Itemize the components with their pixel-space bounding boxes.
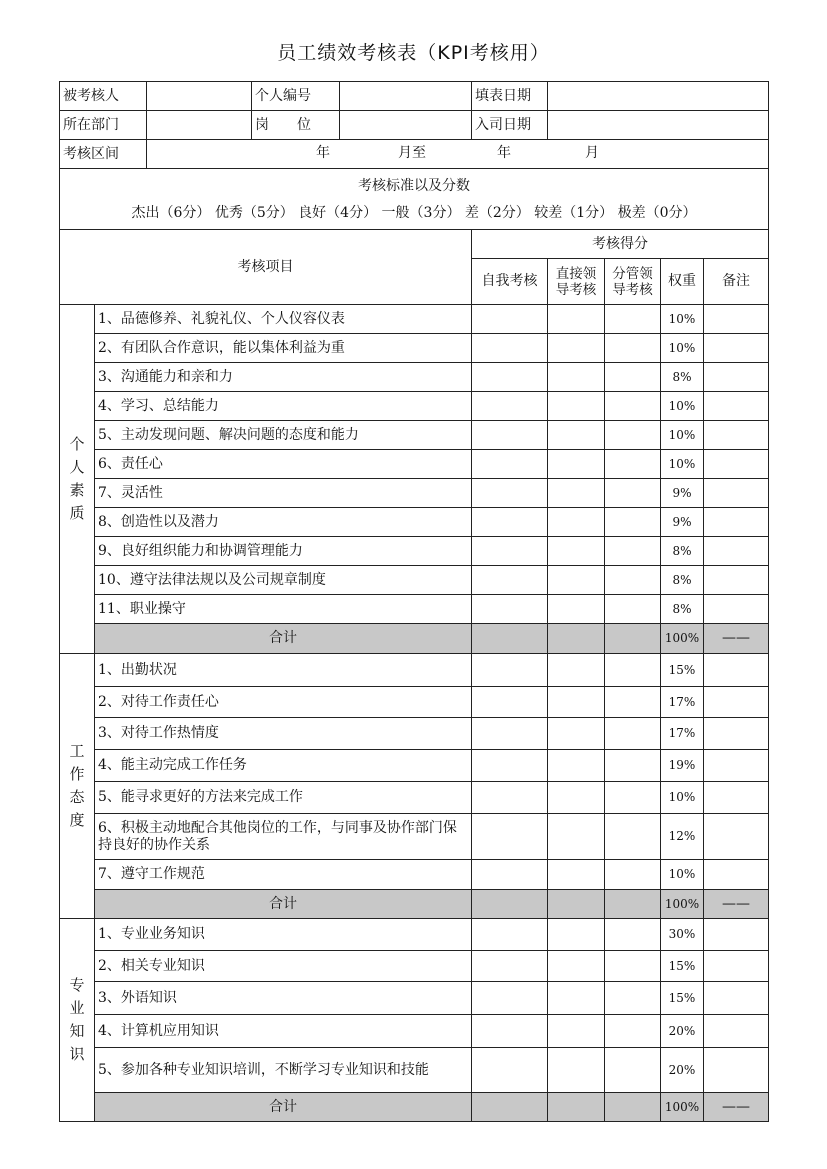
- item-text: 1、出勤状况: [95, 654, 472, 687]
- table-row: [60, 334, 769, 363]
- position-label: 岗 位: [252, 111, 340, 140]
- self-score-cell[interactable]: [472, 566, 548, 595]
- item-text: 5、能寻求更好的方法来完成工作: [95, 782, 472, 814]
- kpi-table: [59, 81, 769, 1122]
- direct-score-cell[interactable]: [548, 566, 605, 595]
- note-cell[interactable]: [704, 718, 769, 750]
- standard-scale: 杰出（6分） 优秀（5分） 良好（4分） 一般（3分） 差（2分） 较差（1分） 极差（0分）: [131, 205, 697, 221]
- total-weight: 100%: [661, 624, 704, 654]
- note-cell[interactable]: [704, 392, 769, 421]
- item-text: 4、能主动完成工作任务: [95, 750, 472, 782]
- weight-cell: 20%: [661, 1048, 704, 1093]
- note-cell[interactable]: [704, 1048, 769, 1093]
- table-row: [60, 1015, 769, 1048]
- manager-score-cell[interactable]: [605, 1015, 661, 1048]
- note-header: 备注: [704, 259, 769, 305]
- item-text: 6、责任心: [95, 450, 472, 479]
- self-score-cell[interactable]: [472, 305, 548, 334]
- manager-score-cell[interactable]: [605, 334, 661, 363]
- note-cell[interactable]: [704, 566, 769, 595]
- direct-score-cell[interactable]: [548, 363, 605, 392]
- self-score-cell[interactable]: [472, 814, 548, 860]
- period-year2: 年: [497, 145, 511, 161]
- manager-score-cell[interactable]: [605, 951, 661, 982]
- table-row: [60, 982, 769, 1015]
- self-score-cell[interactable]: [472, 363, 548, 392]
- manager-score-cell[interactable]: [605, 566, 661, 595]
- total-weight: 100%: [661, 890, 704, 919]
- table-row: [60, 537, 769, 566]
- weight-cell: 17%: [661, 687, 704, 718]
- manager-score-cell[interactable]: [605, 450, 661, 479]
- period-month-to: 月至: [398, 145, 426, 161]
- manager-score-cell[interactable]: [605, 421, 661, 450]
- note-cell[interactable]: [704, 687, 769, 718]
- direct-score-cell[interactable]: [548, 392, 605, 421]
- item-text: 4、计算机应用知识: [95, 1015, 472, 1048]
- manager-score-cell[interactable]: [605, 718, 661, 750]
- note-cell[interactable]: [704, 919, 769, 951]
- table-row: [60, 782, 769, 814]
- weight-cell: 15%: [661, 654, 704, 687]
- reviewee-field[interactable]: [147, 82, 252, 111]
- note-cell[interactable]: [704, 951, 769, 982]
- join-date-field[interactable]: [548, 111, 769, 140]
- manager-score-cell[interactable]: [605, 750, 661, 782]
- weight-cell: 15%: [661, 982, 704, 1015]
- manager-score-cell[interactable]: [605, 654, 661, 687]
- score-header: 考核得分: [472, 230, 769, 259]
- note-cell[interactable]: [704, 654, 769, 687]
- self-score-cell[interactable]: [472, 334, 548, 363]
- manager-score-cell[interactable]: [605, 1048, 661, 1093]
- item-text: 1、品德修养、礼貌礼仪、个人仪容仪表: [95, 305, 472, 334]
- self-score-cell[interactable]: [472, 392, 548, 421]
- weight-cell: 9%: [661, 479, 704, 508]
- total-direct-cell[interactable]: [548, 624, 605, 654]
- manager-score-cell[interactable]: [605, 392, 661, 421]
- item-text: 2、相关专业知识: [95, 951, 472, 982]
- section-label-attitude: 工作态度: [60, 654, 95, 919]
- direct-score-cell[interactable]: [548, 982, 605, 1015]
- item-text: 7、灵活性: [95, 479, 472, 508]
- manager-score-cell[interactable]: [605, 982, 661, 1015]
- note-cell[interactable]: [704, 508, 769, 537]
- manager-score-cell[interactable]: [605, 860, 661, 890]
- weight-cell: 8%: [661, 537, 704, 566]
- self-score-cell[interactable]: [472, 718, 548, 750]
- self-score-cell[interactable]: [472, 919, 548, 951]
- direct-score-cell[interactable]: [548, 814, 605, 860]
- self-score-cell[interactable]: [472, 1015, 548, 1048]
- section-label-knowledge: 专业知识: [60, 919, 95, 1122]
- manager-score-cell[interactable]: [605, 363, 661, 392]
- total-self-cell[interactable]: [472, 1093, 548, 1122]
- table-row: [60, 687, 769, 718]
- self-score-cell[interactable]: [472, 450, 548, 479]
- fill-date-label: 填表日期: [472, 82, 548, 111]
- direct-score-cell[interactable]: [548, 508, 605, 537]
- note-cell[interactable]: [704, 363, 769, 392]
- direct-score-cell[interactable]: [548, 750, 605, 782]
- item-text: 5、主动发现问题、解决问题的态度和能力: [95, 421, 472, 450]
- manager-score-cell[interactable]: [605, 595, 661, 624]
- item-text: 6、积极主动地配合其他岗位的工作，与同事及协作部门保持良好的协作关系: [95, 814, 472, 860]
- item-text: 9、良好组织能力和协调管理能力: [95, 537, 472, 566]
- note-cell[interactable]: [704, 537, 769, 566]
- self-score-cell[interactable]: [472, 1048, 548, 1093]
- self-score-cell[interactable]: [472, 421, 548, 450]
- total-manager-cell[interactable]: [605, 1093, 661, 1122]
- total-manager-cell[interactable]: [605, 624, 661, 654]
- self-score-cell[interactable]: [472, 860, 548, 890]
- weight-cell: 8%: [661, 595, 704, 624]
- table-row: [60, 919, 769, 951]
- weight-cell: 20%: [661, 1015, 704, 1048]
- department-field[interactable]: [147, 111, 252, 140]
- weight-cell: 10%: [661, 421, 704, 450]
- direct-score-cell[interactable]: [548, 537, 605, 566]
- total-weight: 100%: [661, 1093, 704, 1122]
- weight-cell: 19%: [661, 750, 704, 782]
- table-row: [60, 421, 769, 450]
- weight-cell: 10%: [661, 392, 704, 421]
- table-row: [60, 814, 769, 860]
- item-text: 2、有团队合作意识，能以集体利益为重: [95, 334, 472, 363]
- table-row: [60, 951, 769, 982]
- position-field[interactable]: [340, 111, 472, 140]
- total-row: [60, 890, 769, 919]
- department-label: 所在部门: [60, 111, 147, 140]
- self-review-header: 自我考核: [472, 259, 548, 305]
- self-score-cell[interactable]: [472, 654, 548, 687]
- item-text: 2、对待工作责任心: [95, 687, 472, 718]
- note-cell[interactable]: [704, 782, 769, 814]
- note-cell[interactable]: [704, 421, 769, 450]
- self-score-cell[interactable]: [472, 982, 548, 1015]
- item-text: 10、遵守法律法规以及公司规章制度: [95, 566, 472, 595]
- table-row: [60, 508, 769, 537]
- note-cell[interactable]: [704, 305, 769, 334]
- weight-cell: 12%: [661, 814, 704, 860]
- weight-cell: 8%: [661, 363, 704, 392]
- fill-date-field[interactable]: [548, 82, 769, 111]
- period-month2: 月: [585, 145, 599, 161]
- total-direct-cell[interactable]: [548, 1093, 605, 1122]
- weight-cell: 15%: [661, 951, 704, 982]
- direct-score-cell[interactable]: [548, 860, 605, 890]
- item-text: 4、学习、总结能力: [95, 392, 472, 421]
- weight-cell: 10%: [661, 860, 704, 890]
- manager-score-cell[interactable]: [605, 919, 661, 951]
- join-date-label: 入司日期: [472, 111, 548, 140]
- total-row: [60, 624, 769, 654]
- employee-no-label: 个人编号: [252, 82, 340, 111]
- direct-score-cell[interactable]: [548, 782, 605, 814]
- note-cell[interactable]: [704, 1015, 769, 1048]
- manager-score-cell[interactable]: [605, 782, 661, 814]
- self-score-cell[interactable]: [472, 537, 548, 566]
- total-label: 合计: [95, 624, 472, 654]
- weight-cell: 10%: [661, 334, 704, 363]
- table-row: [60, 1048, 769, 1093]
- note-cell[interactable]: [704, 595, 769, 624]
- direct-score-cell[interactable]: [548, 334, 605, 363]
- self-score-cell[interactable]: [472, 782, 548, 814]
- period-label: 考核区间: [60, 140, 147, 169]
- item-text: 11、职业操守: [95, 595, 472, 624]
- manager-score-cell[interactable]: [605, 814, 661, 860]
- total-note: ——: [704, 890, 769, 919]
- employee-no-field[interactable]: [340, 82, 472, 111]
- table-row: [60, 860, 769, 890]
- direct-score-cell[interactable]: [548, 479, 605, 508]
- table-row: [60, 363, 769, 392]
- weight-header: 权重: [661, 259, 704, 305]
- item-text: 7、遵守工作规范: [95, 860, 472, 890]
- direct-score-cell[interactable]: [548, 951, 605, 982]
- item-header: 考核项目: [60, 230, 472, 305]
- table-row: [60, 595, 769, 624]
- item-text: 3、沟通能力和亲和力: [95, 363, 472, 392]
- table-row: [60, 654, 769, 687]
- weight-cell: 10%: [661, 305, 704, 334]
- item-text: 5、参加各种专业知识培训，不断学习专业知识和技能: [95, 1048, 472, 1093]
- manager-score-cell[interactable]: [605, 479, 661, 508]
- self-score-cell[interactable]: [472, 687, 548, 718]
- total-row: [60, 1093, 769, 1122]
- direct-score-cell[interactable]: [548, 421, 605, 450]
- manager-score-cell[interactable]: [605, 508, 661, 537]
- note-cell[interactable]: [704, 334, 769, 363]
- table-row: [60, 566, 769, 595]
- table-row: [60, 305, 769, 334]
- weight-cell: 8%: [661, 566, 704, 595]
- table-row: [60, 450, 769, 479]
- direct-score-cell[interactable]: [548, 1015, 605, 1048]
- direct-score-cell[interactable]: [548, 305, 605, 334]
- note-cell[interactable]: [704, 860, 769, 890]
- total-note: ——: [704, 1093, 769, 1122]
- direct-score-cell[interactable]: [548, 654, 605, 687]
- total-self-cell[interactable]: [472, 890, 548, 919]
- section-label-personal: 个人素质: [60, 305, 95, 654]
- direct-score-cell[interactable]: [548, 450, 605, 479]
- weight-cell: 10%: [661, 782, 704, 814]
- self-score-cell[interactable]: [472, 508, 548, 537]
- total-note: ——: [704, 624, 769, 654]
- total-direct-cell[interactable]: [548, 890, 605, 919]
- total-self-cell[interactable]: [472, 624, 548, 654]
- weight-cell: 10%: [661, 450, 704, 479]
- manager-leader-header: 分管领导考核: [605, 259, 661, 305]
- page-title: 员工绩效考核表（KPI考核用）: [277, 42, 550, 64]
- item-text: 1、专业业务知识: [95, 919, 472, 951]
- manager-score-cell[interactable]: [605, 305, 661, 334]
- table-row: [60, 718, 769, 750]
- table-row: [60, 479, 769, 508]
- note-cell[interactable]: [704, 982, 769, 1015]
- item-text: 3、对待工作热情度: [95, 718, 472, 750]
- total-label: 合计: [95, 1093, 472, 1122]
- reviewee-label: 被考核人: [60, 82, 147, 111]
- weight-cell: 17%: [661, 718, 704, 750]
- total-label: 合计: [95, 890, 472, 919]
- table-row: [60, 392, 769, 421]
- direct-leader-header: 直接领导考核: [548, 259, 605, 305]
- weight-cell: 30%: [661, 919, 704, 951]
- self-score-cell[interactable]: [472, 750, 548, 782]
- item-text: 8、创造性以及潜力: [95, 508, 472, 537]
- period-field[interactable]: [147, 140, 769, 169]
- direct-score-cell[interactable]: [548, 595, 605, 624]
- self-score-cell[interactable]: [472, 951, 548, 982]
- direct-score-cell[interactable]: [548, 718, 605, 750]
- direct-score-cell[interactable]: [548, 919, 605, 951]
- total-manager-cell[interactable]: [605, 890, 661, 919]
- self-score-cell[interactable]: [472, 595, 548, 624]
- direct-score-cell[interactable]: [548, 1048, 605, 1093]
- direct-score-cell[interactable]: [548, 687, 605, 718]
- period-year1: 年: [316, 145, 330, 161]
- item-text: 3、外语知识: [95, 982, 472, 1015]
- note-cell[interactable]: [704, 450, 769, 479]
- standard-block: [60, 169, 769, 230]
- note-cell[interactable]: [704, 814, 769, 860]
- weight-cell: 9%: [661, 508, 704, 537]
- manager-score-cell[interactable]: [605, 537, 661, 566]
- note-cell[interactable]: [704, 479, 769, 508]
- standard-heading: 考核标准以及分数: [358, 178, 470, 194]
- manager-score-cell[interactable]: [605, 687, 661, 718]
- table-row: [60, 750, 769, 782]
- note-cell[interactable]: [704, 750, 769, 782]
- self-score-cell[interactable]: [472, 479, 548, 508]
